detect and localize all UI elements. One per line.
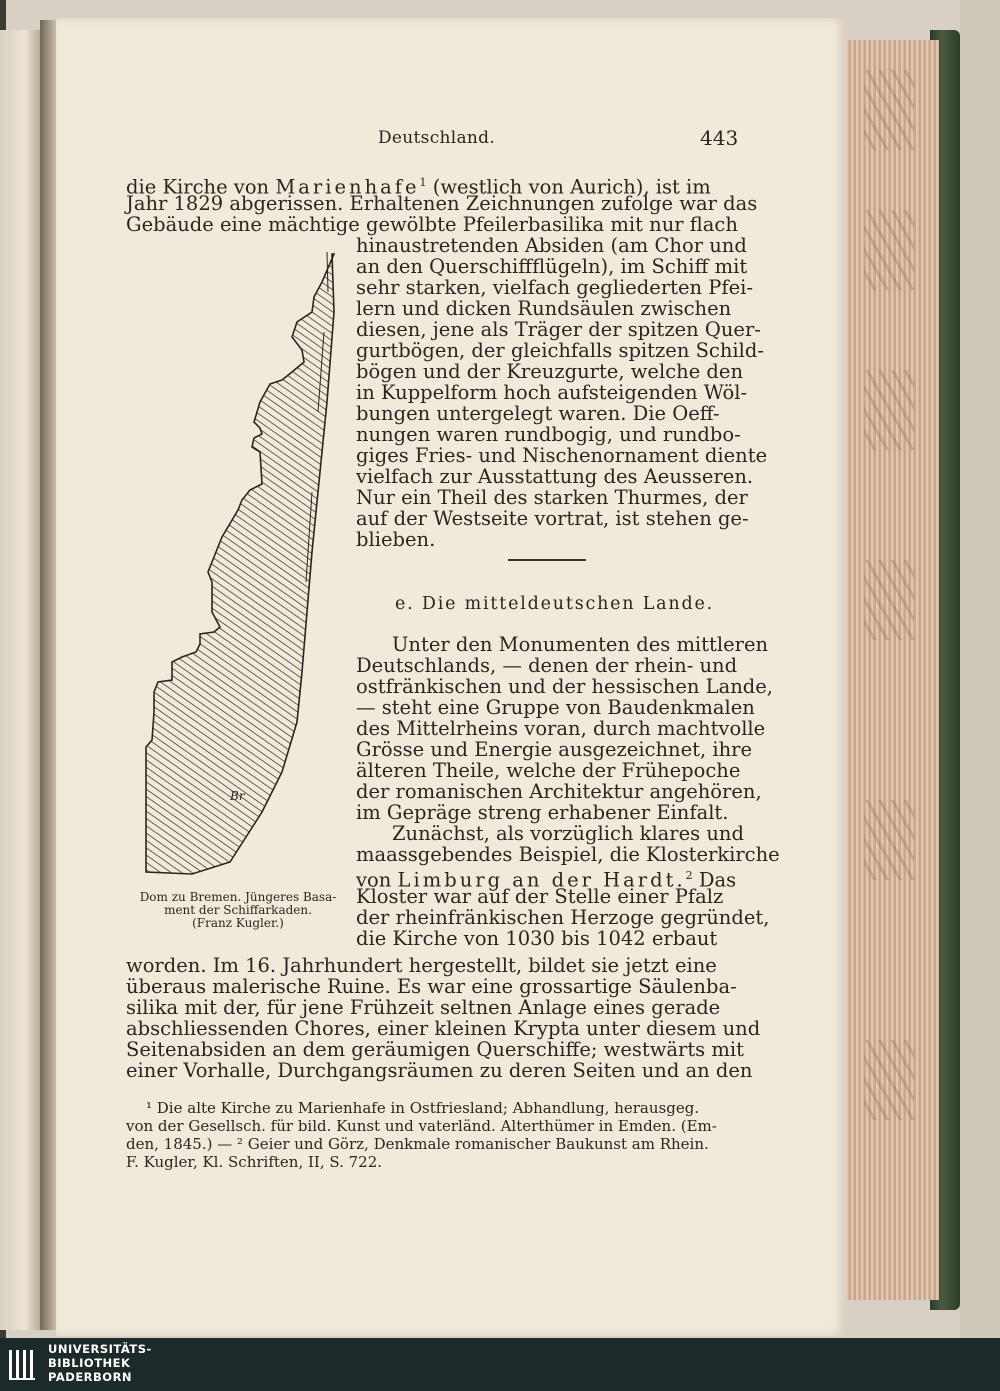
text-line: Jahr 1829 abgerissen. Erhaltenen Zeichnungen zufolge war das: [126, 192, 758, 215]
text-line: sehr starken, vielfach gegliederten Pfei-: [356, 276, 753, 299]
text-line: Gebäude eine mächtige gewölbte Pfeilerbasilika mit nur flach: [126, 213, 738, 236]
text-line: diesen, jene als Träger der spitzen Quer-: [356, 318, 761, 341]
library-logo-icon: [6, 1346, 40, 1384]
footnote-line: F. Kugler, Kl. Schriften, II, S. 722.: [126, 1153, 383, 1171]
library-name: UNIVERSITÄTS- BIBLIOTHEK PADERBORN: [48, 1342, 152, 1384]
background: [960, 0, 1000, 1338]
text-line: Deutschlands, — denen der rhein- und: [356, 654, 738, 677]
text-line: — steht eine Gruppe von Baudenkmalen: [356, 696, 755, 719]
footnote-line: ¹ Die alte Kirche zu Marienhafe in Ostfriesland; Abhandlung, herausgeg.: [146, 1099, 700, 1117]
text-line: nungen waren rundbogig, und rundbo-: [356, 423, 741, 446]
text-line: Nur ein Theil des starken Thurmes, der: [356, 486, 748, 509]
library-footer: [0, 1338, 1000, 1391]
text-line: der romanischen Architektur angehören,: [356, 780, 762, 803]
svg-text:Br: Br: [230, 789, 245, 803]
page-number: 443: [700, 126, 739, 150]
text-line: die Kirche von Marienhafe$^1$ (westlich von Aurich), ist im: [126, 175, 711, 199]
text-line: bungen untergelegt waren. Die Oeff-: [356, 402, 720, 425]
text-line: abschliessenden Chores, einer kleinen Krypta unter diesem und: [126, 1017, 761, 1040]
text-line: gurtbögen, der gleichfalls spitzen Schild-: [356, 339, 764, 362]
text-line: vielfach zur Ausstattung des Aeusseren.: [356, 465, 754, 488]
text-line: Zunächst, als vorzüglich klares und: [392, 822, 744, 845]
section-divider: [508, 559, 586, 561]
caption-line: (Franz Kugler.): [192, 916, 284, 930]
text-line: worden. Im 16. Jahrhundert hergestellt, bildet sie jetzt eine: [126, 954, 717, 977]
text-line: von Limburg an der Hardt.$^2$ Das: [356, 868, 737, 892]
text-line: bögen und der Kreuzgurte, welche den: [356, 360, 744, 383]
left-page-edge: [0, 30, 41, 1330]
section-heading: e. Die mitteldeutschen Lande.: [395, 594, 714, 614]
text-line: maassgebendes Beispiel, die Klosterkirche: [356, 843, 780, 866]
text-line: an den Querschiffflügeln), im Schiff mit: [356, 255, 748, 278]
caption-line: Dom zu Bremen. Jüngeres Basa-: [139, 890, 337, 904]
text-line: Seitenabsiden an dem geräumigen Querschiffe; westwärts mit: [126, 1038, 744, 1061]
text-line: älteren Theile, welche der Frühepoche: [356, 759, 741, 782]
footnote-line: den, 1845.) — ² Geier und Görz, Denkmale romanischer Baukunst am Rhein.: [126, 1135, 709, 1153]
page-fore-edge: [842, 40, 939, 1300]
spaced-name: Marienhafe: [275, 175, 420, 199]
running-header: Deutschland.: [378, 128, 496, 148]
text-line: blieben.: [356, 528, 436, 551]
architectural-profile-figure: [142, 252, 342, 882]
text-line: die Kirche von 1030 bis 1042 erbaut: [356, 927, 718, 950]
text-line: lern und dicken Rundsäulen zwischen: [356, 297, 732, 320]
text-line: Grösse und Energie ausgezeichnet, ihre: [356, 738, 753, 761]
text-line: Kloster war auf der Stelle einer Pfalz: [356, 885, 724, 908]
text-line: silika mit der, für jene Frühzeit seltnen Anlage eines gerade: [126, 996, 721, 1019]
caption-line: ment der Schiffarkaden.: [164, 903, 312, 917]
text-line: hinaustretenden Absiden (am Chor und: [356, 234, 747, 257]
text-line: der rheinfränkischen Herzoge gegründet,: [356, 906, 770, 929]
text-line: ostfränkischen und der hessischen Lande,: [356, 675, 773, 698]
spaced-name: Limburg an der Hardt.: [397, 868, 686, 892]
figure-caption: [128, 891, 348, 930]
text-line: überaus malerische Ruine. Es war eine grossartige Säulenba-: [126, 975, 737, 998]
text-line: Unter den Monumenten des mittleren: [392, 633, 769, 656]
text-line: des Mittelrheins voran, durch machtvolle: [356, 717, 766, 740]
text-line: im Gepräge streng erhabener Einfalt.: [356, 801, 729, 824]
text-line: einer Vorhalle, Durchgangsräumen zu deren Seiten und an den: [126, 1059, 753, 1082]
footnote-line: von der Gesellsch. für bild. Kunst und vaterländ. Alterthümer in Emden. (Em-: [126, 1117, 717, 1135]
text-line: in Kuppelform hoch aufsteigenden Wöl-: [356, 381, 748, 404]
text-line: auf der Westseite vortrat, ist stehen ge-: [356, 507, 749, 530]
text-line: giges Fries- und Nischenornament diente: [356, 444, 768, 467]
